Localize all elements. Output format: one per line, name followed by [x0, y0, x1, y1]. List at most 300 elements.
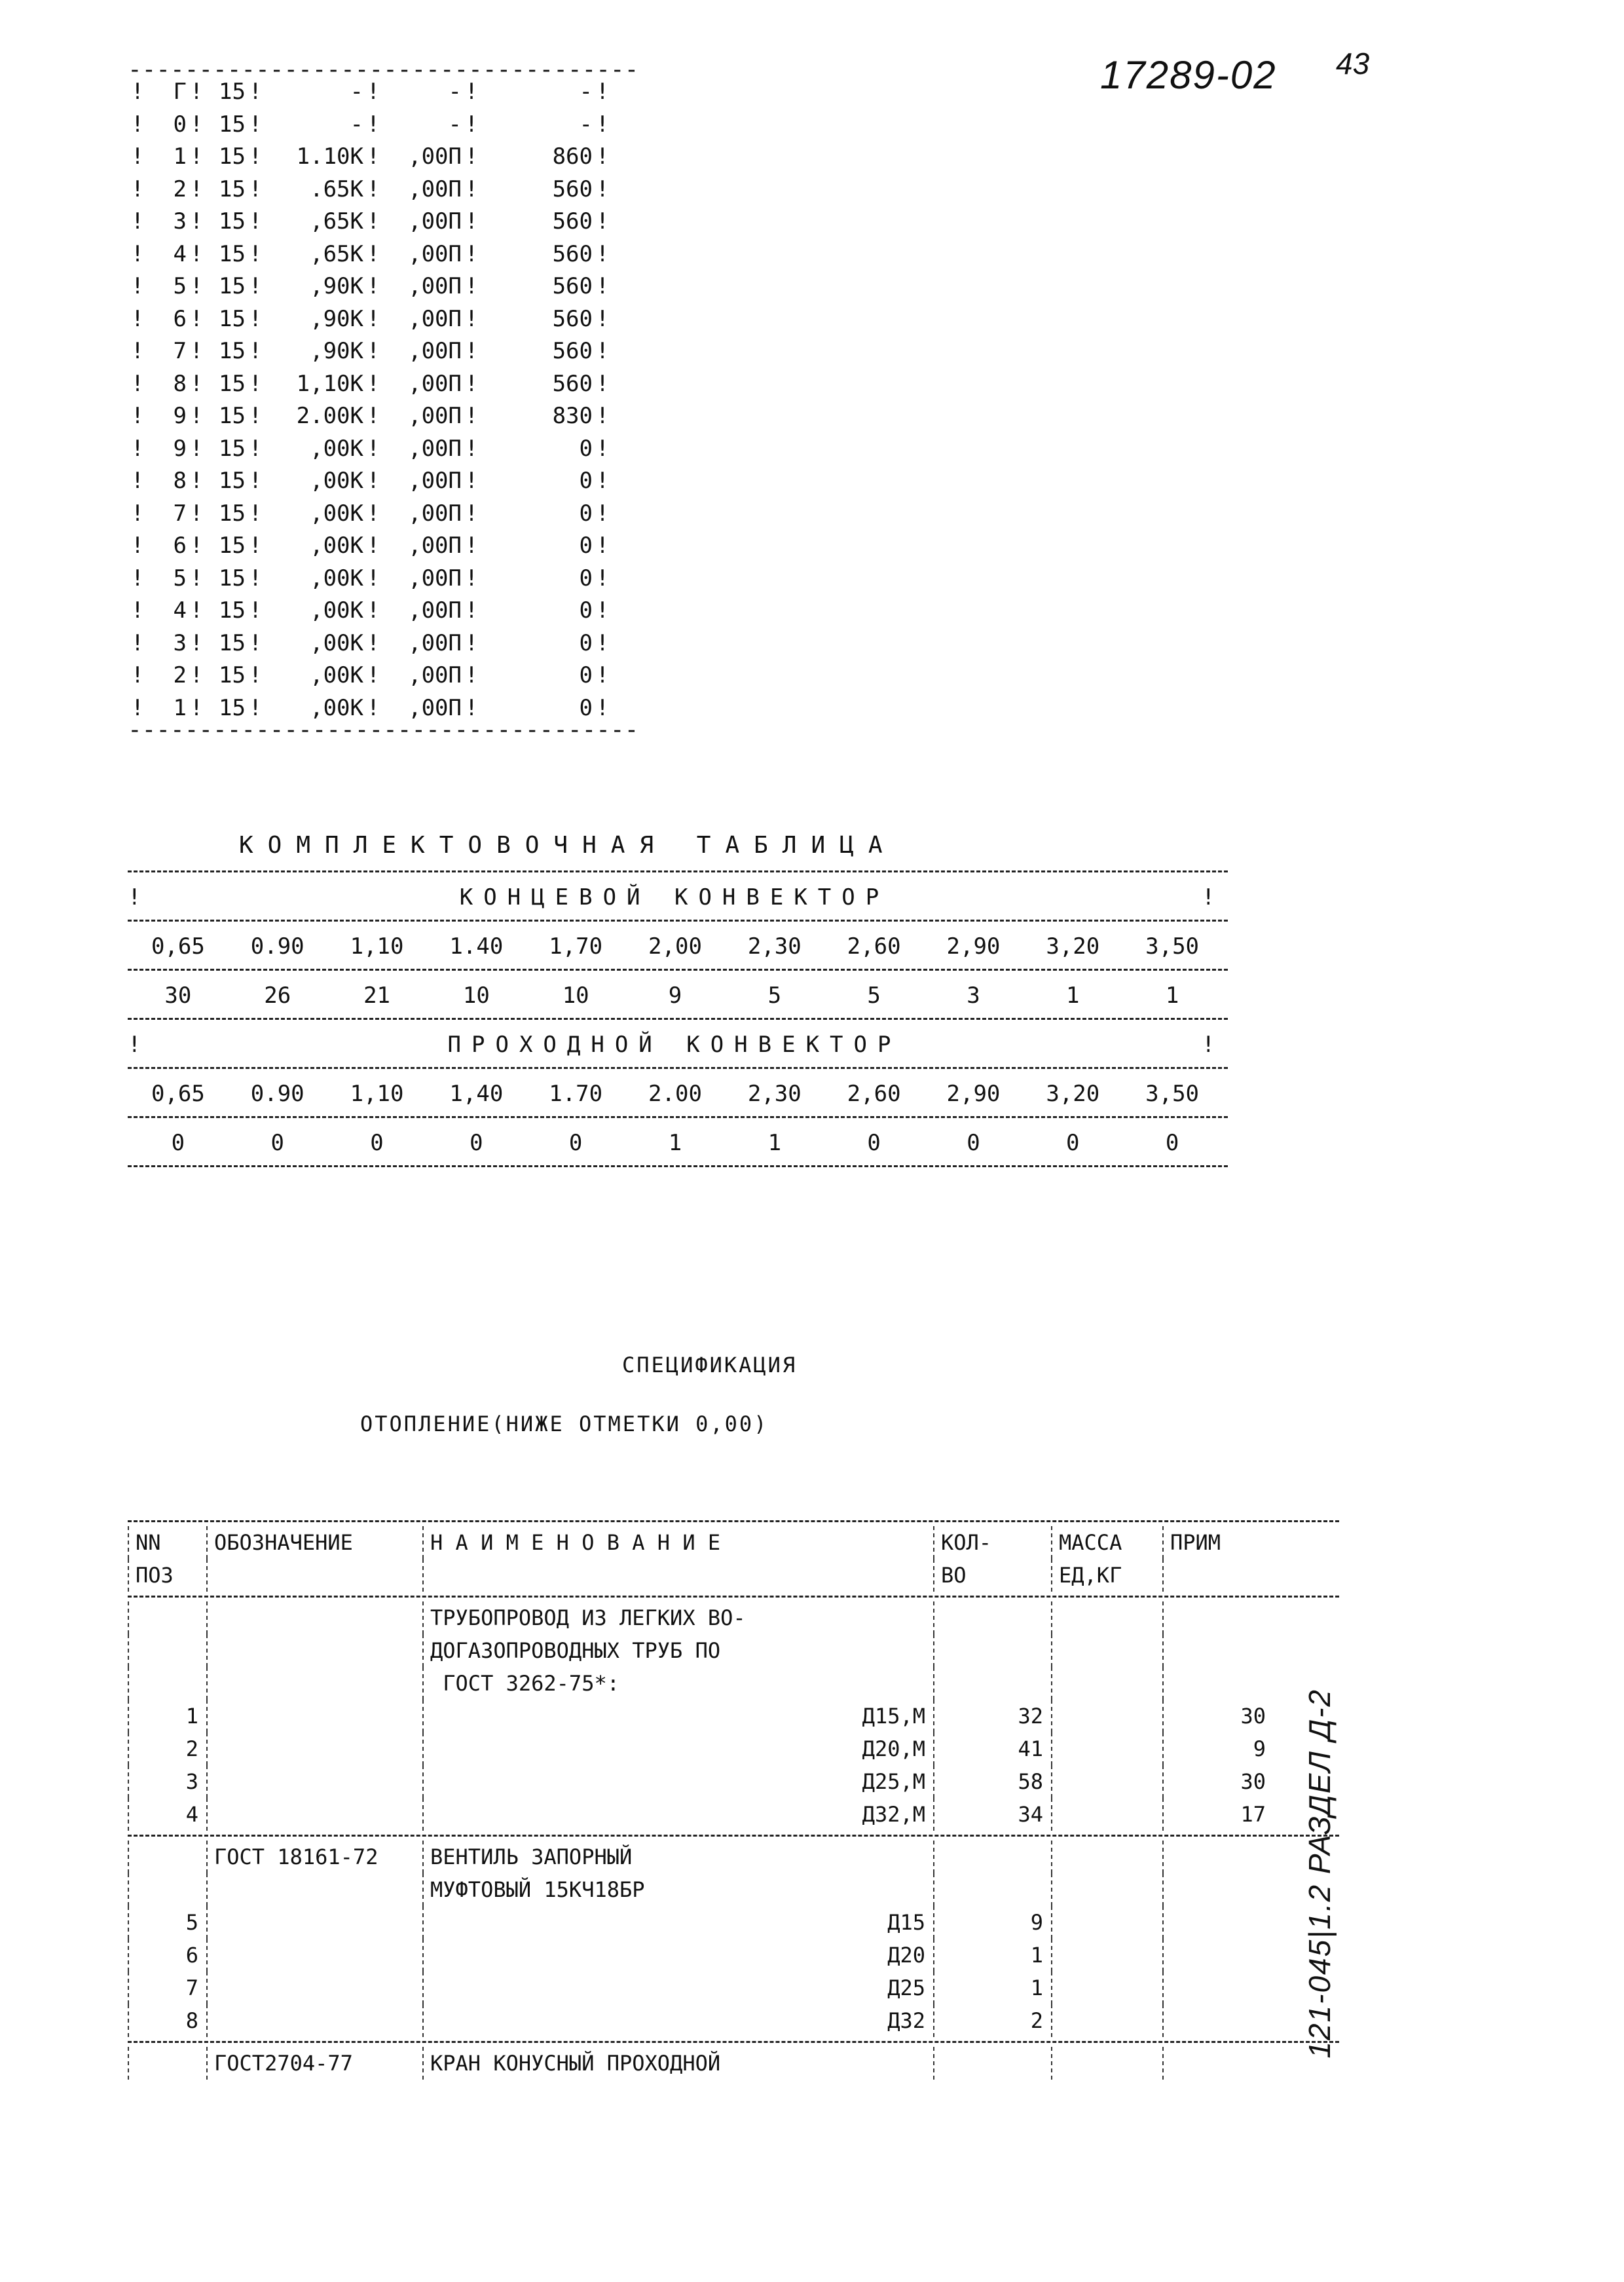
side-stamp-note — [1300, 1618, 1339, 2129]
kompl-table — [128, 868, 1228, 1172]
row-k-value: ,00К — [310, 533, 363, 559]
row-id: 9 — [173, 403, 187, 429]
top-table-row — [128, 174, 619, 206]
item-qty: 58 — [933, 1765, 1051, 1798]
column-separator: ! — [130, 305, 145, 332]
row-id: 6 — [173, 533, 187, 559]
row-id: 4 — [173, 597, 187, 624]
item-pos: 7 — [128, 1972, 206, 2004]
column-separator: ! — [130, 143, 145, 170]
column-separator: ! — [595, 629, 610, 656]
spec-item-row — [128, 1798, 1339, 1831]
row-k-value: ,00К — [310, 500, 363, 527]
column-separator: ! — [366, 500, 380, 527]
item-note — [1162, 1939, 1274, 1972]
row-p-value: ,00П — [408, 533, 462, 559]
spec-table — [128, 1516, 1339, 2080]
row-total: 0 — [579, 533, 593, 559]
row-id: 7 — [173, 338, 187, 364]
column-separator: ! — [595, 79, 610, 105]
header-mass: МАССА — [1051, 1526, 1162, 1559]
row-k-value: ,00К — [310, 468, 363, 494]
item-note: 30 — [1162, 1765, 1274, 1798]
kompl-end-counts-row — [128, 976, 1228, 1015]
pass-count-cell: 0 — [568, 1130, 583, 1156]
end-size-cell: 1,70 — [549, 933, 603, 960]
column-separator: ! — [464, 694, 479, 721]
table-divider — [128, 1835, 1339, 1837]
item-name: Д25 — [422, 1972, 933, 2004]
spec-title: СПЕЦИФИКАЦИЯ — [622, 1353, 798, 1377]
row-size: 15 — [219, 468, 246, 494]
row-k-value: - — [350, 111, 363, 138]
table-divider — [128, 1018, 1228, 1022]
top-table-row — [128, 660, 619, 692]
column-separator: ! — [130, 565, 145, 591]
row-k-value: 1,10К — [296, 370, 363, 397]
end-size-cell: 0,65 — [151, 933, 205, 960]
column-separator: ! — [248, 370, 263, 397]
item-pos: 6 — [128, 1939, 206, 1972]
column-separator: ! — [464, 662, 479, 688]
column-separator: ! — [130, 240, 145, 267]
column-separator: ! — [130, 79, 145, 105]
header-qty-2: ВО — [933, 1559, 1051, 1592]
column-separator: ! — [366, 79, 380, 105]
row-total: 860 — [552, 143, 593, 170]
column-separator: ! — [464, 403, 479, 429]
column-separator: ! — [130, 111, 145, 138]
row-p-value: ,00П — [408, 597, 462, 624]
spec-item-row — [128, 1732, 1339, 1765]
column-separator: ! — [366, 338, 380, 364]
header-name: Н А И М Е Н О В А Н И Е — [422, 1526, 933, 1559]
column-separator: ! — [189, 468, 204, 494]
row-id: 3 — [173, 629, 187, 656]
column-separator: ! — [189, 565, 204, 591]
end-size-cell: 2,00 — [648, 933, 702, 960]
top-table-row — [128, 627, 619, 660]
pass-count-cell: 1 — [767, 1130, 782, 1156]
top-table-row — [128, 530, 619, 563]
table-divider — [128, 969, 1228, 973]
column-separator: ! — [189, 273, 204, 299]
column-separator: ! — [464, 143, 479, 170]
row-id: 8 — [173, 370, 187, 397]
row-p-value: - — [448, 111, 462, 138]
column-separator: ! — [248, 694, 263, 721]
column-separator: ! — [189, 240, 204, 267]
kompl-pass-sizes-row — [128, 1074, 1228, 1113]
end-count-cell: 10 — [462, 982, 490, 1009]
column-separator: ! — [366, 305, 380, 332]
row-id: 0 — [173, 111, 187, 138]
kompl-end-sizes-row — [128, 927, 1228, 966]
end-size-cell: 1.40 — [449, 933, 504, 960]
column-separator: ! — [130, 597, 145, 624]
column-separator: ! — [595, 111, 610, 138]
column-separator: ! — [595, 662, 610, 688]
end-count-cell: 1 — [1066, 982, 1080, 1009]
header-designation: ОБОЗНАЧЕНИЕ — [206, 1526, 422, 1559]
row-total: 560 — [552, 370, 593, 397]
column-separator: ! — [248, 533, 263, 559]
pass-size-cell: 2,60 — [847, 1081, 901, 1107]
row-total: 560 — [552, 305, 593, 332]
row-k-value: ,90К — [310, 305, 363, 332]
column-separator: ! — [189, 403, 204, 429]
row-k-value: ,65К — [310, 240, 363, 267]
row-id: 5 — [173, 273, 187, 299]
group3-name: КРАН КОНУСНЫЙ ПРОХОДНОЙ — [422, 2047, 933, 2080]
item-note: 9 — [1162, 1732, 1274, 1765]
column-separator: ! — [595, 240, 610, 267]
top-table-row — [128, 400, 619, 433]
column-separator: ! — [130, 273, 145, 299]
table-divider — [128, 1165, 1228, 1170]
end-size-cell: 1,10 — [350, 933, 404, 960]
column-separator: ! — [248, 305, 263, 332]
row-k-value: 2.00К — [296, 403, 363, 429]
group2-name-line: МУФТОВЫЙ 15КЧ18БР — [422, 1873, 933, 1906]
column-separator: ! — [248, 176, 263, 202]
column-separator: ! — [595, 143, 610, 170]
column-separator: ! — [248, 273, 263, 299]
row-size: 15 — [219, 403, 246, 429]
pass-count-cell: 0 — [370, 1130, 384, 1156]
column-separator: ! — [464, 111, 479, 138]
pass-count-cell: 0 — [1165, 1130, 1179, 1156]
column-separator: ! — [464, 208, 479, 234]
column-separator: ! — [248, 565, 263, 591]
item-name: Д15,М — [422, 1700, 933, 1732]
column-separator: ! — [366, 370, 380, 397]
row-size: 15 — [219, 176, 246, 202]
item-qty: 32 — [933, 1700, 1051, 1732]
row-p-value: ,00П — [408, 629, 462, 656]
end-size-cell: 2,60 — [847, 933, 901, 960]
spec-item-row — [128, 1765, 1339, 1798]
item-designation — [206, 1939, 422, 1972]
spec-subtitle: ОТОПЛЕНИЕ(НИЖЕ ОТМЕТКИ 0,00) — [360, 1412, 769, 1436]
end-count-cell: 1 — [1165, 982, 1179, 1009]
column-separator: ! — [130, 370, 145, 397]
pass-count-cell: 0 — [867, 1130, 881, 1156]
row-size: 15 — [219, 240, 246, 267]
row-size: 15 — [219, 533, 246, 559]
row-size: 15 — [219, 629, 246, 656]
row-total: 0 — [579, 662, 593, 688]
column-separator: ! — [130, 468, 145, 494]
column-separator: ! — [366, 240, 380, 267]
header-name-2 — [422, 1559, 933, 1592]
pass-size-cell: 0,65 — [151, 1081, 205, 1107]
group3-designation: ГОСТ2704-77 — [206, 2047, 422, 2080]
row-p-value: ,00П — [408, 273, 462, 299]
column-separator: ! — [595, 500, 610, 527]
pass-size-cell: 3,20 — [1046, 1081, 1100, 1107]
row-size: 15 — [219, 565, 246, 591]
column-separator: ! — [248, 240, 263, 267]
column-separator: ! — [130, 403, 145, 429]
column-separator: ! — [248, 597, 263, 624]
item-mass — [1051, 2004, 1162, 2037]
column-separator: ! — [366, 176, 380, 202]
row-p-value: ,00П — [408, 305, 462, 332]
header-pos-2: ПОЗ — [128, 1559, 206, 1592]
column-separator: ! — [189, 305, 204, 332]
column-separator: ! — [189, 533, 204, 559]
kompl-end-header: КОНЦЕВОЙ КОНВЕКТОР — [459, 884, 890, 910]
column-separator: ! — [366, 662, 380, 688]
row-k-value: ,65К — [310, 208, 363, 234]
row-total: 0 — [579, 565, 593, 591]
header-pos: NN — [128, 1526, 206, 1559]
column-separator: ! — [464, 305, 479, 332]
item-mass — [1051, 1765, 1162, 1798]
item-note — [1162, 2004, 1274, 2037]
table-divider — [128, 920, 1228, 924]
row-total: 0 — [579, 500, 593, 527]
column-separator: ! — [366, 111, 380, 138]
row-size: 15 — [219, 305, 246, 332]
column-separator: ! — [130, 629, 145, 656]
row-id: 2 — [173, 662, 187, 688]
top-table-row — [128, 433, 619, 466]
spec-item-row — [128, 1906, 1339, 1939]
column-separator: ! — [130, 338, 145, 364]
table-divider: ------------------------------------ — [128, 717, 639, 743]
column-separator: ! — [464, 338, 479, 364]
column-separator: ! — [366, 565, 380, 591]
spec-group1-title-row — [128, 1634, 1339, 1667]
kompl-table-title: КОМПЛЕКТОВОЧНАЯ ТАБЛИЦА — [239, 832, 897, 859]
row-k-value: ,00К — [310, 629, 363, 656]
item-designation — [206, 1732, 422, 1765]
top-table-row — [128, 271, 619, 303]
row-k-value: ,00К — [310, 435, 363, 462]
page-number: 43 — [1336, 47, 1370, 81]
header-note: ПРИМ — [1162, 1526, 1274, 1559]
row-total: 830 — [552, 403, 593, 429]
row-id: 1 — [173, 143, 187, 170]
column-separator: ! — [595, 305, 610, 332]
row-k-value: ,00К — [310, 694, 363, 721]
row-k-value: ,00К — [310, 565, 363, 591]
item-note: 30 — [1162, 1700, 1274, 1732]
header-qty: КОЛ- — [933, 1526, 1051, 1559]
column-separator: ! — [366, 533, 380, 559]
kompl-end-header-row: ! КОНЦЕВОЙ КОНВЕКТОР ! — [128, 878, 1228, 917]
column-separator: ! — [366, 403, 380, 429]
pass-count-cell: 0 — [967, 1130, 980, 1156]
column-separator: ! — [464, 370, 479, 397]
spec-group2-title-row — [128, 1873, 1339, 1906]
column-separator: ! — [464, 176, 479, 202]
column-separator: ! — [464, 468, 479, 494]
group2-designation: ГОСТ 18161-72 — [206, 1841, 422, 1873]
column-separator: ! — [248, 79, 263, 105]
row-total: 560 — [552, 240, 593, 267]
column-separator: ! — [189, 662, 204, 688]
column-separator: ! — [464, 79, 479, 105]
column-separator: ! — [130, 208, 145, 234]
row-size: 15 — [219, 435, 246, 462]
top-table-row — [128, 206, 619, 238]
column-separator: ! — [595, 370, 610, 397]
item-pos: 5 — [128, 1906, 206, 1939]
column-separator: ! — [130, 176, 145, 202]
pass-size-cell: 0.90 — [250, 1081, 304, 1107]
group1-name-line: ГОСТ 3262-75*: — [422, 1667, 933, 1700]
item-qty: 1 — [933, 1939, 1051, 1972]
column-separator: ! — [189, 176, 204, 202]
row-p-value: ,00П — [408, 370, 462, 397]
row-id: 9 — [173, 435, 187, 462]
item-mass — [1051, 1798, 1162, 1831]
column-separator: ! — [595, 468, 610, 494]
end-size-cell: 2,30 — [747, 933, 802, 960]
row-id: 7 — [173, 500, 187, 527]
column-separator: ! — [248, 208, 263, 234]
pass-size-cell: 2,30 — [747, 1081, 802, 1107]
column-separator: ! — [248, 629, 263, 656]
row-total: 0 — [579, 435, 593, 462]
spec-item-row — [128, 1972, 1339, 2004]
item-qty: 9 — [933, 1906, 1051, 1939]
spec-group2-title-row — [128, 1841, 1339, 1873]
end-count-cell: 9 — [668, 982, 682, 1009]
column-separator: ! — [595, 273, 610, 299]
column-separator: ! — [366, 208, 380, 234]
row-id: 8 — [173, 468, 187, 494]
item-pos: 1 — [128, 1700, 206, 1732]
header-designation-2 — [206, 1559, 422, 1592]
column-separator: ! — [248, 403, 263, 429]
row-p-value: ,00П — [408, 176, 462, 202]
end-count-cell: 5 — [867, 982, 881, 1009]
item-mass — [1051, 1700, 1162, 1732]
column-separator: ! — [366, 694, 380, 721]
row-total: 560 — [552, 176, 593, 202]
column-separator: ! — [595, 403, 610, 429]
pass-count-cell: 0 — [1066, 1130, 1080, 1156]
column-separator: ! — [595, 208, 610, 234]
item-designation — [206, 1972, 422, 2004]
row-p-value: ,00П — [408, 435, 462, 462]
item-mass — [1051, 1906, 1162, 1939]
row-size: 15 — [219, 79, 246, 105]
column-separator: ! — [189, 143, 204, 170]
row-p-value: ,00П — [408, 240, 462, 267]
row-id: 5 — [173, 565, 187, 591]
column-separator: ! — [189, 111, 204, 138]
row-size: 15 — [219, 273, 246, 299]
top-table-row — [128, 141, 619, 174]
row-p-value: ,00П — [408, 403, 462, 429]
item-name: Д15 — [422, 1906, 933, 1939]
kompl-pass-counts-row — [128, 1123, 1228, 1163]
item-name: Д20 — [422, 1939, 933, 1972]
column-separator: ! — [189, 370, 204, 397]
pass-size-cell: 2.00 — [648, 1081, 702, 1107]
column-separator: ! — [464, 597, 479, 624]
end-size-cell: 2,90 — [946, 933, 1001, 960]
column-separator: ! — [595, 694, 610, 721]
item-name: Д20,М — [422, 1732, 933, 1765]
column-separator: ! — [595, 597, 610, 624]
table-divider — [128, 1067, 1228, 1072]
row-size: 15 — [219, 208, 246, 234]
row-p-value: ,00П — [408, 694, 462, 721]
column-separator: ! — [189, 629, 204, 656]
table-divider — [128, 2041, 1339, 2043]
top-table-row — [128, 563, 619, 595]
end-count-cell: 3 — [967, 982, 980, 1009]
row-total: 0 — [579, 629, 593, 656]
row-p-value: ,00П — [408, 338, 462, 364]
row-p-value: ,00П — [408, 662, 462, 688]
row-k-value: ,90К — [310, 273, 363, 299]
column-separator: ! — [595, 565, 610, 591]
end-size-cell: 3,50 — [1145, 933, 1200, 960]
column-separator: ! — [248, 500, 263, 527]
row-id: Г — [173, 79, 187, 105]
item-note — [1162, 1906, 1274, 1939]
item-designation — [206, 1765, 422, 1798]
item-designation — [206, 1700, 422, 1732]
item-mass — [1051, 1732, 1162, 1765]
row-k-value: ,90К — [310, 338, 363, 364]
row-total: 560 — [552, 273, 593, 299]
item-qty: 2 — [933, 2004, 1051, 2037]
item-note: 17 — [1162, 1798, 1274, 1831]
column-separator: ! — [189, 500, 204, 527]
row-size: 15 — [219, 597, 246, 624]
row-total: 560 — [552, 208, 593, 234]
top-table-rows — [128, 76, 619, 724]
end-size-cell: 3,20 — [1046, 933, 1100, 960]
table-divider — [128, 870, 1228, 875]
item-designation — [206, 2004, 422, 2037]
column-separator: ! — [248, 468, 263, 494]
row-total: - — [579, 79, 593, 105]
row-id: 4 — [173, 240, 187, 267]
spec-item-row — [128, 2004, 1339, 2037]
column-separator: ! — [366, 143, 380, 170]
column-separator: ! — [366, 468, 380, 494]
top-table-row — [128, 595, 619, 627]
item-pos: 3 — [128, 1765, 206, 1798]
row-total: 0 — [579, 597, 593, 624]
row-total: 560 — [552, 338, 593, 364]
pass-count-cell: 0 — [470, 1130, 483, 1156]
column-separator: ! — [189, 338, 204, 364]
top-table-row — [128, 76, 619, 109]
top-table-row — [128, 303, 619, 336]
row-p-value: ,00П — [408, 500, 462, 527]
end-count-cell: 21 — [363, 982, 391, 1009]
top-table-row — [128, 498, 619, 531]
row-p-value: ,00П — [408, 208, 462, 234]
item-note — [1162, 1972, 1274, 2004]
column-separator: ! — [366, 597, 380, 624]
header-mass-2: ЕД,КГ — [1051, 1559, 1162, 1592]
pass-count-cell: 0 — [171, 1130, 185, 1156]
spec-group1-title-row — [128, 1601, 1339, 1634]
column-separator: ! — [595, 176, 610, 202]
top-table-row — [128, 335, 619, 368]
